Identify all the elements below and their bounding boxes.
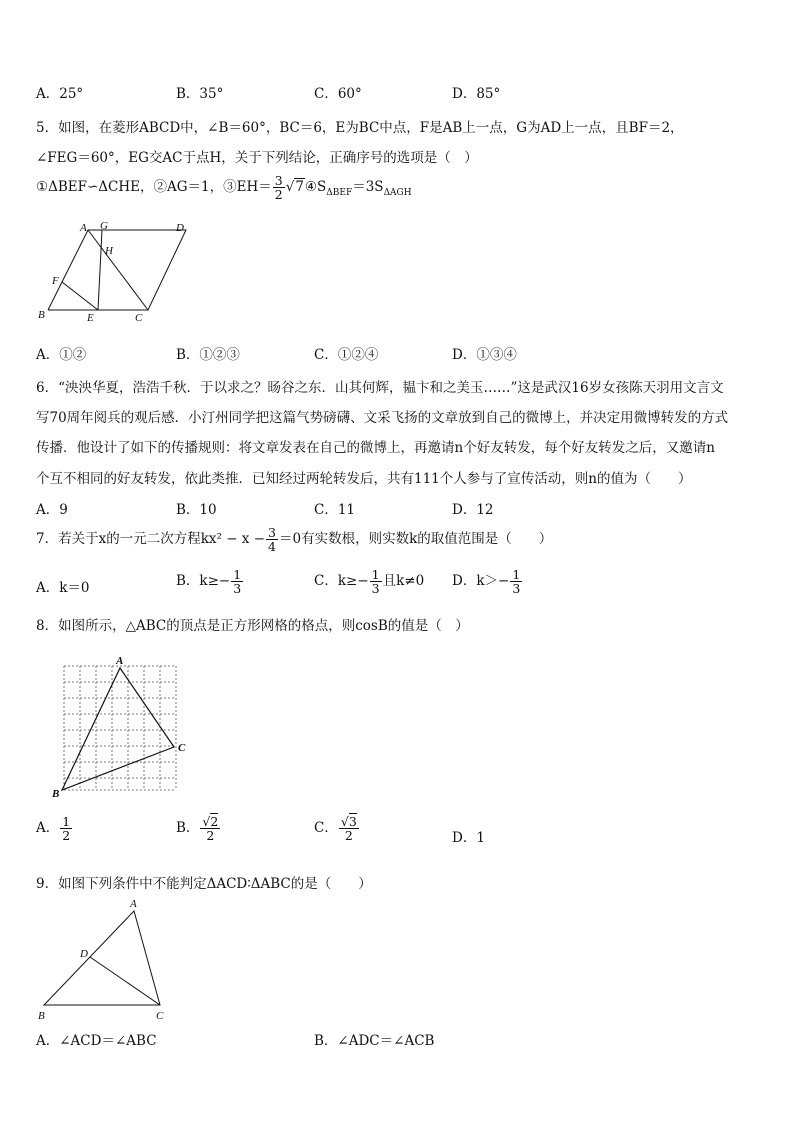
q8-a-num: 1 [62,814,71,829]
q8-option-a-frac [60,815,72,842]
q8-c-rad: 3 [348,814,357,829]
q7-stem-text: 7．若关于x的一元二次方程kx² − x − [36,531,266,548]
q6-option-a: A．9 [36,502,68,518]
q8-option-b-text: B． [176,820,200,837]
q7-option-c [314,568,424,595]
q5-stem-line2: ∠FEG＝60°，EG交AC于点H，关于下列结论，正确序号的选项是（ ） [36,150,478,166]
q9-label-b: B [38,1010,45,1022]
q7-fraction [266,526,278,553]
q5-label-a: A [80,222,87,234]
q7-option-b [176,568,244,595]
q5-diagonal-ac [88,230,148,310]
q5-frac-den: 2 [274,187,283,203]
q8-option-b-frac [200,815,220,842]
q5-option-c: C．①②④ [314,347,379,363]
q8-triangle-abc [62,668,174,790]
q8-a-den: 2 [62,828,71,844]
q5-rhombus-figure [30,218,200,326]
q7-b-num: 1 [233,567,242,582]
q7-b-den: 3 [233,581,242,597]
q8-label-c: C [178,742,186,754]
q5-sub-agh: ΔAGH [383,187,412,198]
q7-d-num: 1 [512,567,521,582]
q5-label-g: G [100,220,108,232]
q5-sub-bef: ΔBEF [326,187,353,198]
q8-label-b: B [52,788,60,800]
q7-d-den: 3 [512,581,521,597]
q7-option-c-post: 且k≠0 [382,573,425,590]
q5-conclusions [36,174,412,201]
q8-grid-figure [50,652,200,804]
q7-option-d-frac [510,568,522,595]
q5-option-b: B．①②③ [176,347,240,363]
q7-stem-text2: ＝0有实数根，则实数k的取值范围是（ ） [278,531,553,548]
q8-b-num: √2 [202,814,219,829]
q6-option-d: D．12 [452,502,494,518]
q5-label-c: C [135,312,143,324]
q7-option-c-frac [370,568,382,595]
q9-triangle-abc [44,911,160,1005]
q7-stem [36,526,552,553]
q4-option-b: B．35° [176,86,224,102]
q8-b-rad: 2 [210,814,219,829]
q5-label-d: D [176,222,184,234]
q5-label-b: B [38,309,45,321]
q5-label-f: F [52,275,59,287]
q7-frac-den: 4 [268,539,276,555]
q5-segment-fe [62,282,98,310]
q7-frac-num: 3 [268,525,276,540]
q5-area-s: ④S [304,179,327,196]
q9-option-b: B．∠ADC＝∠ACB [314,1033,435,1049]
q9-triangle-figure [32,895,182,1023]
q9-stem: 9．如图下列条件中不能判定ΔACD∶ΔABC的是（ ） [36,876,372,892]
q8-option-b [176,815,221,842]
q8-label-a: A [116,655,124,667]
q6-option-c: C．11 [314,502,356,518]
q6-stem-line1: 6．“泱泱华夏，浩浩千秋．于以求之？旸谷之东．山其何辉，韫卞和之美玉……”这是武汉16岁女孩陈天羽用文言文 [36,380,724,396]
q8-option-c-frac [339,815,359,842]
q7-c-den: 3 [371,581,380,597]
q9-segment-dc [90,957,160,1005]
q9-option-a: A．∠ACD＝∠ABC [36,1033,157,1049]
q5-option-a: A．①② [36,347,87,363]
q8-b-den: 2 [206,828,215,844]
q7-option-c-text: C．k≥− [314,573,369,590]
q5-label-e: E [87,312,94,324]
q8-option-c [314,815,360,842]
q9-label-c: C [156,1010,164,1022]
q5-stem-line1: 5．如图，在菱形ABCD中，∠B＝60°，BC＝6，E为BC中点，F是AB上一点，G为AD上一点，且BF＝2， [36,120,684,136]
q6-stem-line4: 个互不相同的好友转发，依此类推．已知经过两轮转发后，共有111个人参与了宣传活动，则n的值为（ ） [36,471,692,487]
q5-sqrt-rad: 7 [295,179,304,196]
q8-stem: 8．如图所示，△ABC的顶点是正方形网格的格点，则cosB的值是（ ） [36,618,469,634]
q6-stem-line3: 传播．他设计了如下的传播规则：将文章发表在自己的微博上，再邀请n个好友转发，每个好友转发之后，又邀请n [36,440,715,456]
q8-option-a-text: A． [36,820,60,837]
q8-option-d: D．1 [452,830,485,846]
q7-option-b-text: B．k≥− [176,573,231,590]
q5-segment-eg [98,230,102,310]
q5-conclusion-text: ①ΔBEF∽ΔCHE，②AG＝1，③EH＝ [36,179,272,196]
q5-label-h: H [105,245,113,257]
q7-option-d [452,568,523,595]
q5-rhombus-abcd [48,230,186,310]
q8-c-den: 2 [344,828,353,844]
q5-area-eq: ＝3S [352,179,384,196]
q4-option-a: A．25° [36,86,84,102]
q8-option-a [36,815,73,842]
q7-c-num: 1 [371,567,380,582]
q8-option-c-text: C． [314,820,338,837]
q7-option-d-text: D．k＞− [452,573,510,590]
q7-option-a: A．k＝0 [36,580,90,596]
q5-option-d: D．①③④ [452,347,517,363]
q9-label-a: A [130,898,137,910]
q9-label-d: D [80,948,88,960]
q8-grid-lines [64,666,176,790]
q5-fraction [273,174,285,201]
q8-c-num: √3 [340,814,357,829]
q4-option-c: C．60° [314,86,362,102]
q4-option-d: D．85° [452,86,501,102]
q5-sqrt: √7 [285,179,304,196]
q7-option-b-frac [231,568,243,595]
q6-stem-line2: 写70周年阅兵的观后感．小汀州同学把这篇气势磅礴、文采飞扬的文章放到自己的微博上，并决定用微博转发的方式 [36,410,729,426]
q6-option-b: B．10 [176,502,217,518]
q5-frac-num: 3 [274,173,283,188]
